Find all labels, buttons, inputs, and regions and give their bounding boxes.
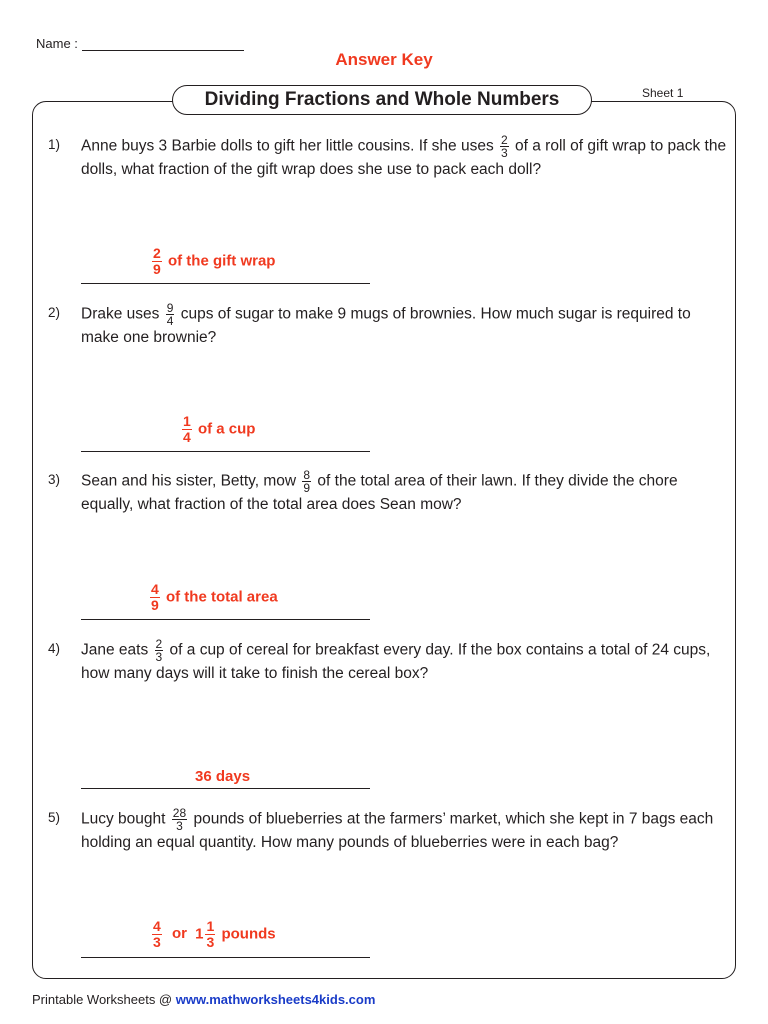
fraction-denominator: 9 <box>303 481 311 495</box>
fraction-denominator: 4 <box>166 314 174 328</box>
answer-4 <box>195 768 250 785</box>
question-text-before: Jane eats <box>81 641 149 659</box>
answer-or: or <box>171 925 187 943</box>
question-2 <box>48 302 728 348</box>
answer-3 <box>148 582 278 613</box>
question-text <box>81 469 728 515</box>
answer-fraction <box>152 919 162 950</box>
answer-text: 36 days <box>195 768 251 785</box>
fraction-denominator: 3 <box>155 650 163 664</box>
fraction-denominator: 9 <box>153 261 161 277</box>
answer-5 <box>150 919 276 950</box>
question-fraction <box>172 807 187 832</box>
name-blank-line[interactable] <box>82 36 244 51</box>
answer-fraction <box>152 246 162 277</box>
fraction-denominator: 3 <box>153 934 161 950</box>
fraction-denominator: 3 <box>501 146 508 160</box>
question-fraction <box>155 638 164 663</box>
footer-label: Printable Worksheets @ <box>32 992 173 1007</box>
question-1 <box>48 134 728 180</box>
answer-line <box>81 957 370 958</box>
question-text <box>81 807 728 853</box>
answer-mixed-fraction <box>205 919 215 950</box>
fraction-numerator: 4 <box>153 918 161 934</box>
footer-link[interactable]: www.mathworksheets4kids.com <box>175 992 376 1007</box>
question-text-after: of the total area of their lawn. If they divide the chore equally, what fraction of the total area does Sean mow? <box>81 472 678 513</box>
fraction-numerator: 2 <box>501 133 508 147</box>
question-3 <box>48 469 728 515</box>
question-fraction <box>302 469 311 494</box>
answer-text: pounds <box>221 925 276 943</box>
answer-fraction <box>150 582 160 613</box>
question-text <box>81 638 728 684</box>
name-label: Name : <box>36 36 78 51</box>
question-5 <box>48 807 728 853</box>
answer-text: of the gift wrap <box>167 252 276 270</box>
fraction-denominator: 9 <box>151 597 159 613</box>
answer-line <box>81 788 370 789</box>
question-number: 1) <box>48 137 61 152</box>
fraction-numerator: 8 <box>303 468 311 482</box>
question-text-after: of a roll of gift wrap to pack the dolls, what fraction of the gift wrap does she use to pack each doll? <box>81 137 727 178</box>
answer-text: of a cup <box>197 420 256 438</box>
answer-key-heading: Answer Key <box>335 50 433 69</box>
question-text-before: Drake uses <box>81 305 160 323</box>
footer <box>32 992 375 1007</box>
fraction-numerator: 9 <box>166 301 174 315</box>
answer-line <box>81 619 370 620</box>
answer-2 <box>180 414 255 445</box>
answer-fraction <box>182 414 192 445</box>
answer-whole-number: 1 <box>195 925 204 943</box>
fraction-numerator: 2 <box>153 245 161 261</box>
question-text <box>81 134 728 180</box>
worksheet-title: Dividing Fractions and Whole Numbers <box>172 85 592 115</box>
fraction-denominator: 3 <box>206 934 215 950</box>
question-text-after: pounds of blueberries at the farmers’ market, which she kept in 7 bags each holding an equal quantity. How many pounds of blueberries were in each bag? <box>81 810 714 851</box>
answer-text: of the total area <box>165 588 278 606</box>
answer-1 <box>150 246 275 277</box>
question-number: 3) <box>48 472 61 487</box>
fraction-numerator: 2 <box>155 637 163 651</box>
question-text-before: Anne buys 3 Barbie dolls to gift her little cousins. If she uses <box>81 137 494 155</box>
question-text-before: Sean and his sister, Betty, mow <box>81 472 297 490</box>
question-text-after: cups of sugar to make 9 mugs of brownies. How much sugar is required to make one brownie? <box>81 305 691 346</box>
sheet-number: Sheet 1 <box>642 86 684 100</box>
question-fraction <box>500 134 509 159</box>
question-4 <box>48 638 728 684</box>
question-text-after: of a cup of cereal for breakfast every day. If the box contains a total of 24 cups, how many days will it take to finish the cereal box? <box>81 641 711 682</box>
question-number: 4) <box>48 641 61 656</box>
question-fraction <box>166 302 175 327</box>
answer-line <box>81 283 370 284</box>
name-field <box>36 36 244 51</box>
fraction-numerator: 28 <box>172 806 187 820</box>
fraction-numerator: 4 <box>151 581 159 597</box>
question-text <box>81 302 728 348</box>
question-number: 2) <box>48 305 61 320</box>
fraction-numerator: 1 <box>183 413 191 429</box>
fraction-denominator: 3 <box>176 819 183 833</box>
fraction-denominator: 4 <box>183 429 191 445</box>
answer-line <box>81 451 370 452</box>
question-number: 5) <box>48 810 61 825</box>
fraction-numerator: 1 <box>206 918 215 934</box>
question-text-before: Lucy bought <box>81 810 166 828</box>
